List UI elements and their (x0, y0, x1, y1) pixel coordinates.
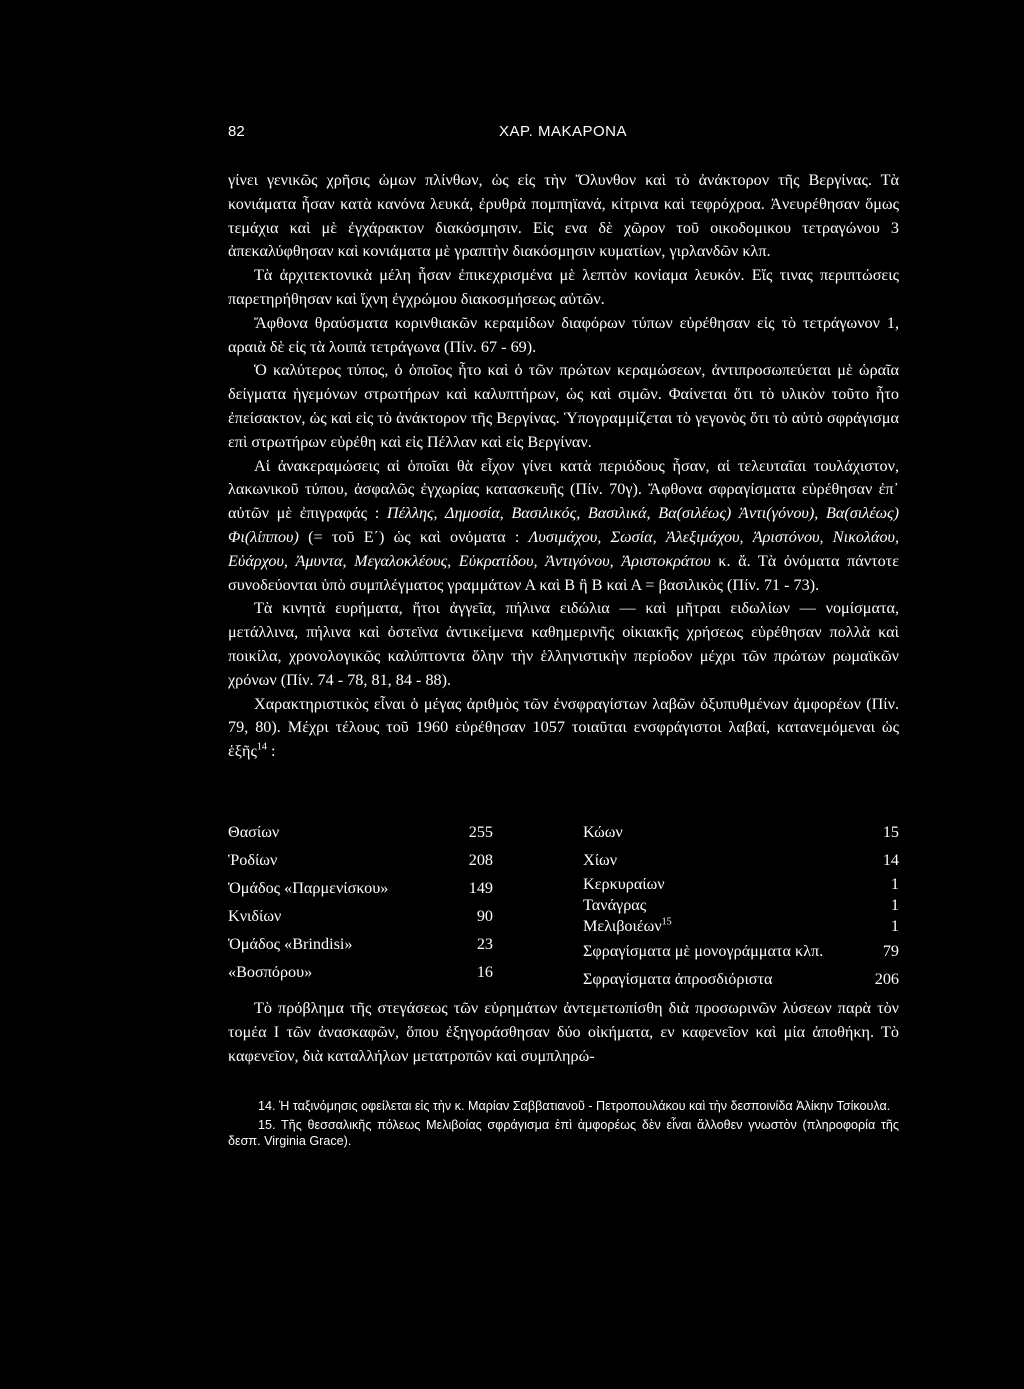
stat-value: 1 (890, 875, 899, 893)
inscription-list: Πέλλης, Δημοσία, Βασιλικός, Βασιλικά, Βα(σιλέως) Ἀντι(γόνου), Βα(σιλέως) Φι(λίππου) (228, 504, 899, 546)
stat-label: Τανάγρας (583, 896, 647, 914)
stat-label: Σφραγίσματα ἀπροσδιόριστα (583, 970, 773, 988)
stat-label: Ῥοδίων (228, 851, 278, 869)
main-text (228, 169, 899, 764)
paragraph-7 (228, 693, 899, 764)
stat-value: 255 (468, 823, 493, 841)
stat-value: 1 (890, 917, 899, 935)
stat-label: Ὁμάδος «Brindisi» (228, 935, 353, 953)
stamped-handles-table (228, 818, 899, 988)
table-row (583, 818, 899, 846)
paragraph-2: Τὰ ἀρχιτεκτονικὰ μέλη ἦσαν ἐπικεχρισμένα μὲ λεπτὸν κονίαμα λευκόν. Εἴς τινας περιπτώσεις παρετηρήθησαν καὶ ἴχνη ἐγχρώμου διακοσμήσεως αὐτῶν. (228, 266, 899, 308)
stats-column-right (583, 818, 899, 993)
paragraph-6: Τὰ κινητὰ ευρήματα, ἤτοι ἀγγεῖα, πήλινα ειδώλια — καὶ μῆτραι ειδωλίων — νομίσματα, μετάλλινα, πήλινα καὶ ὀστεϊνα ἀντικείμενα καθημερινῆς οἰκιακῆς χρήσεως εὑρέθησαν πολλὰ καὶ ποικίλα, χρονολογικῶς καλύπτοντα ὅλην τὴν ἑλληνιστικὴν περίοδον μέχρι τῶν πρώτων ρωμαϊκῶν χρόνων (Πίν. 74 - 78, 81, 84 - 88). (228, 599, 899, 689)
table-row (583, 846, 899, 874)
stat-value: 15 (882, 823, 899, 841)
stat-label (583, 916, 672, 937)
paragraph-5-part-b: (= τοῦ Ε΄) ὡς καὶ ονόματα : (308, 527, 520, 546)
footnote-ref-14: 14 (256, 741, 267, 753)
table-row (583, 874, 899, 895)
stat-label: «Βοσπόρου» (228, 963, 313, 981)
stats-column-left (228, 818, 493, 986)
footnote-15: 15. Τῆς θεσσαλικῆς πόλεως Μελιβοίας σφράγισμα ἐπὶ ἀμφορέως δὲν εἶναι ἄλλοθεν γνωστὸν (πληροφορία τῆς δεσπ. Virginia Grace). (228, 1118, 899, 1148)
stat-label: Θασίων (228, 823, 280, 841)
table-row (228, 874, 493, 902)
stat-value: 14 (882, 851, 899, 869)
closing-text (228, 997, 899, 1068)
stat-value: 23 (476, 935, 493, 953)
paragraph-3: Ἄφθονα θραύσματα κορινθιακῶν κεραμίδων διαφόρων τύπων εὑρέθησαν εἰς τὸ τετράγωνον 1, αραιὰ δὲ εἰς τὰ λοιπὰ τετράγωνα (Πίν. 67 - 69). (228, 313, 899, 356)
stat-label-text: Μελιβοιέων (583, 917, 662, 935)
paragraph-5-part-c: κ. ἄ. Τὰ ὀνόματα πάντοτε συνοδεύονται ὑπὸ συμπλέγματος γραμμάτων Α καὶ Β ἢ Β καὶ Α = βασιλικὸς (Πίν. 71 - 73). (228, 551, 899, 594)
stat-label: Κώων (583, 823, 623, 841)
stat-label: Χίων (583, 851, 618, 869)
paragraph-5-part-a: Αἱ ἀνακεραμώσεις αἱ ὁποῖαι θὰ εἶχον γίνει κατὰ περιόδους ἦσαν, αἱ τελευταῖαι τουλάχιστον, λακωνικοῦ τύπου, ἀσφαλῶς ἐγχωρίας κατασκευῆς (Πίν. 70γ). Ἄφθονα σφραγίσματα εὑρέθησαν ἐπ᾿ αὐτῶν μὲ ἐπιγραφάς : (228, 456, 899, 523)
stat-value: 208 (468, 851, 493, 869)
paragraph-1: γίνει γενικῶς χρῆσις ὠμων πλίνθων, ὡς εἰς τὴν Ὄλυνθον καὶ τὸ ἀνάκτορον τῆς Βεργίνας. Τὰ κονιάματα ἦσαν κατὰ κανόνα λευκά, ἐρυθρὰ πομπηϊανά, κίτρινα καὶ τεφρόχροα. Ἀνευρέθησαν ὅμως τεμάχια καὶ μὲ ἐγχάρακτον διακόσμησιν. Εἰς ενα δὲ χῶρον τοῦ οικοδομικου τετραγώνου 3 ἀπεκαλύφθησαν καὶ κονιάματα μὲ γραπτὴν διακόσμησιν κυματίων, γιρλανδῶν κλπ. (228, 171, 899, 261)
page-number: 82 (228, 123, 245, 140)
stat-label: Ὁμάδος «Παρμενίσκου» (228, 879, 389, 897)
page-header (228, 123, 898, 147)
footnote-14: 14. Ἡ ταξινόμησις οφείλεται εἰς τὴν κ. Μαρίαν Σαββατιανοῦ - Πετροπουλάκου καὶ τὴν δεσποινίδα Ἀλίκην Τσίκουλα. (258, 1099, 891, 1113)
paragraph-5 (228, 455, 899, 598)
table-row (228, 818, 493, 846)
stat-label: Κνιδίων (228, 907, 282, 925)
table-row (583, 895, 899, 916)
stat-value: 90 (476, 907, 493, 925)
paragraph-7-part-b: : (266, 742, 276, 761)
paragraph-8: Τὸ πρόβλημα τῆς στεγάσεως τῶν εὑρημάτων ἀντεμετωπίσθη διὰ προσωρινῶν λύσεων παρὰ τὸν τομέα Ι τῶν ἀνασκαφῶν, ὅπου ἐξηγοράσθησαν δύο οἰκήματα, εν καφενεῖον καὶ μία ἀποθήκη. Τὸ καφενεῖον, διὰ καταλλήλων μετατροπῶν καὶ συμπληρώ- (228, 999, 899, 1065)
table-row (228, 902, 493, 930)
table-row (583, 965, 899, 993)
names-list: Λυσιμάχου, Σωσία, Ἀλεξιμάχου, Ἀριστόνου, Νικολάου, Εὐάρχου, Ἀμυντα, Μεγαλοκλέους, Εὐκρατίδου, Ἀντιγόνου, Ἀριστοκράτου (228, 527, 900, 570)
table-row (228, 846, 493, 874)
stat-value: 79 (882, 942, 899, 960)
table-row (583, 916, 899, 937)
table-row (228, 958, 493, 986)
stat-value: 16 (476, 963, 493, 981)
footnote-ref-15: 15 (661, 916, 672, 928)
stat-value: 149 (468, 879, 493, 897)
footnotes (228, 1098, 899, 1152)
stat-value: 1 (890, 896, 899, 914)
stat-label: Κερκυραίων (583, 875, 665, 893)
table-row (228, 930, 493, 958)
paragraph-4: Ὁ καλύτερος τύπος, ὁ ὁποῖος ἦτο καὶ ὁ τῶν πρώτων κεραμώσεων, ἀντιπροσωπεύεται μὲ ὡραῖα δείγματα ἡγεμόνων στρωτήρων καὶ καλυπτήρων, ὡς καὶ σιμῶν. Φαίνεται ὅτι τὸ υλικὸν τοῦτο ἦτο ἐπείσακτον, ὡς καὶ εἰς τὸ ἀνάκτορον τῆς Βεργίνας. Ὑπογραμμίζεται τὸ γεγονὸς ὅτι τὸ αὐτὸ σφράγισμα επὶ στρωτήρων εὑρέθη καὶ εἰς Πέλλαν καὶ εἰς Βεργίναν. (228, 361, 899, 451)
running-head: ΧΑΡ. ΜΑΚΑΡΟΝΑ (499, 123, 627, 140)
stat-label: Σφραγίσματα μὲ μονογράμματα κλπ. (583, 942, 824, 960)
table-row (583, 937, 899, 965)
paragraph-7-part-a: Χαρακτηριστικὸς εἶναι ὁ μέγας ἀριθμὸς τῶν ἐνσφραγίστων λαβῶν ὀξυπυθμένων ἀμφορέων (Πίν. 79, 80). Μέχρι τέλους τοῦ 1960 εὑρέθησαν 1057 τοιαῦται ενσφράγιστοι λαβαί, κατανεμόμεναι ὡς ἑξῆς (228, 694, 899, 761)
stat-value: 206 (874, 970, 899, 988)
